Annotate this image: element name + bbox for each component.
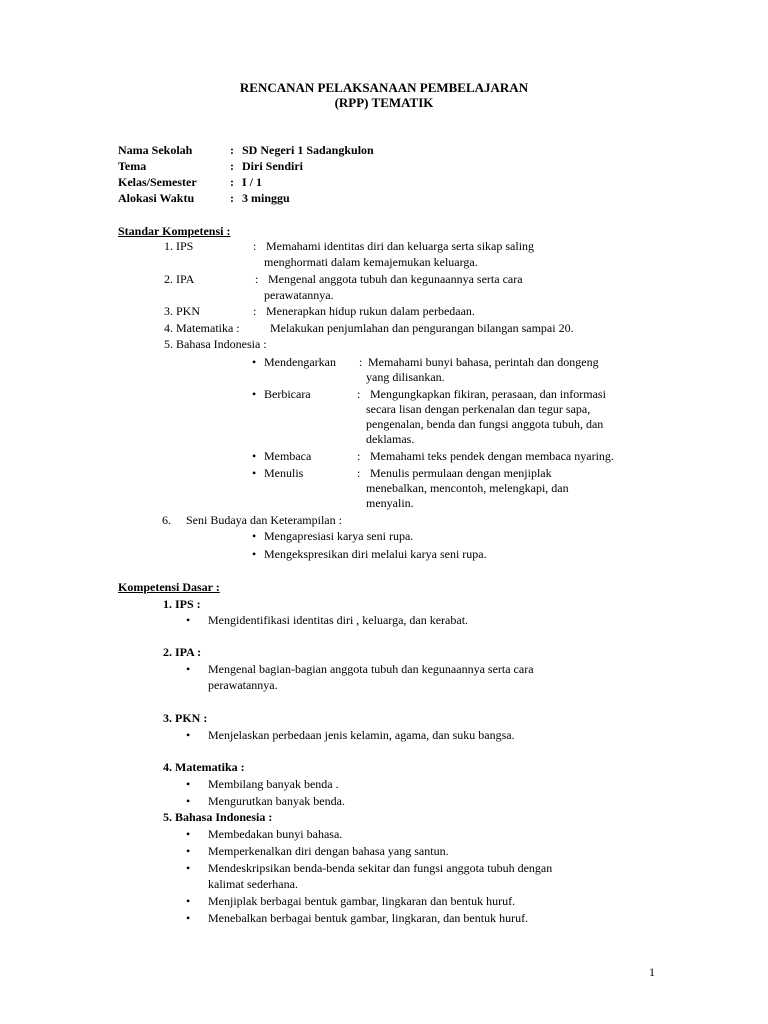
dasar-text: Menjiplak berbagai bentuk gambar, lingkaran dan bentuk huruf.	[208, 894, 516, 908]
bullet-icon: •	[252, 355, 257, 369]
seni-text: Mengekspresikan diri melalui karya seni rupa.	[264, 547, 487, 561]
sk-item-num: 3. PKN	[164, 304, 201, 318]
bullet-icon: •	[252, 529, 257, 543]
identity-label: Nama Sekolah	[118, 143, 193, 157]
bullet-icon: •	[186, 794, 191, 808]
dasar-text: Memperkenalkan diri dengan bahasa yang santun.	[208, 844, 449, 858]
bahasa-text: yang dilisankan.	[366, 370, 445, 384]
doc-title-line1: RENCANAN PELAKSANAAN PEMBELAJARAN	[239, 80, 529, 95]
bahasa-text: Menulis permulaan dengan menjiplak	[370, 466, 552, 480]
bahasa-sep: :	[357, 387, 361, 401]
bullet-icon: •	[186, 662, 191, 676]
sk-item-sep: :	[253, 239, 257, 253]
bullet-icon: •	[252, 466, 257, 480]
dasar-group-title: 4. Matematika :	[163, 760, 245, 774]
dasar-text: Mendeskripsikan benda-benda sekitar dan fungsi anggota tubuh dengan	[208, 861, 553, 875]
identity-value: Diri Sendiri	[242, 159, 304, 173]
sk-item-text: Melakukan penjumlahan dan pengurangan bilangan sampai 20.	[270, 321, 574, 335]
standar-heading: Standar Kompetensi :	[118, 224, 231, 238]
dasar-text: Mengenal bagian-bagian anggota tubuh dan kegunaannya serta cara	[208, 662, 534, 676]
page-number: 1	[649, 965, 655, 979]
bahasa-sep: :	[357, 449, 361, 463]
bahasa-text: deklamas.	[366, 432, 415, 446]
bahasa-label: Berbicara	[264, 387, 311, 401]
bullet-icon: •	[252, 387, 257, 401]
dasar-text: kalimat sederhana.	[208, 877, 298, 891]
bullet-icon: •	[186, 777, 191, 791]
identity-value: 3 minggu	[242, 191, 290, 205]
sk-item-text: menghormati dalam kemajemukan keluarga.	[264, 255, 478, 269]
bahasa-sep: :	[359, 355, 363, 369]
sk-item-text: Menerapkan hidup rukun dalam perbedaan.	[266, 304, 475, 318]
sk-item-num: 6.	[162, 513, 171, 527]
sk-item-text: perawatannya.	[264, 288, 334, 302]
identity-value: I / 1	[242, 175, 263, 189]
dasar-text: Mengidentifikasi identitas diri , keluarga, dan kerabat.	[208, 613, 469, 627]
bullet-icon: •	[186, 894, 191, 908]
dasar-text: Membedakan bunyi bahasa.	[208, 827, 343, 841]
bahasa-label: Membaca	[264, 449, 312, 463]
sk-item-sep: :	[255, 272, 259, 286]
bullet-icon: •	[186, 844, 191, 858]
bullet-icon: •	[252, 449, 257, 463]
bahasa-text: pengenalan, benda dan fungsi anggota tubuh, dan	[366, 417, 604, 431]
dasar-group-title: 1. IPS :	[163, 597, 201, 611]
bullet-icon: •	[252, 547, 257, 561]
dasar-group-title: 3. PKN :	[163, 711, 208, 725]
identity-label: Kelas/Semester	[118, 175, 197, 189]
sk-item-text: Mengenal anggota tubuh dan kegunaannya serta cara	[268, 272, 523, 286]
doc-title-line2: (RPP) TEMATIK	[334, 95, 434, 110]
bullet-icon: •	[186, 861, 191, 875]
bahasa-text: secara lisan dengan perkenalan dan tegur sapa,	[366, 402, 591, 416]
bahasa-text: Mengungkapkan fikiran, perasaan, dan informasi	[370, 387, 606, 401]
sk-item-num: 5. Bahasa Indonesia :	[164, 337, 267, 351]
sk-item-text: Memahami identitas diri dan keluarga serta sikap saling	[266, 239, 535, 253]
sk-item-num: 2. IPA	[164, 272, 195, 286]
bahasa-text: menebalkan, mencontoh, melengkapi, dan	[366, 481, 569, 495]
dasar-group-title: 2. IPA :	[163, 645, 202, 659]
bullet-icon: •	[186, 613, 191, 627]
bahasa-text: menyalin.	[366, 496, 414, 510]
dasar-group-title: 5. Bahasa Indonesia :	[163, 810, 273, 824]
sk-item-num: 1. IPS	[164, 239, 194, 253]
sk-item-num: 4. Matematika :	[164, 321, 240, 335]
bullet-icon: •	[186, 827, 191, 841]
bahasa-text: Memahami teks pendek dengan membaca nyaring.	[370, 449, 614, 463]
dasar-text: Menebalkan berbagai bentuk gambar, lingkaran, dan bentuk huruf.	[208, 911, 529, 925]
seni-label: Seni Budaya dan Keterampilan :	[186, 513, 342, 527]
identity-sep: :	[230, 175, 234, 189]
bahasa-label: Mendengarkan	[264, 355, 336, 369]
dasar-heading: Kompetensi Dasar :	[118, 580, 220, 594]
identity-sep: :	[230, 159, 234, 173]
dasar-text: Menjelaskan perbedaan jenis kelamin, agama, dan suku bangsa.	[208, 728, 515, 742]
dasar-text: Mengurutkan banyak benda.	[208, 794, 345, 808]
seni-text: Mengapresiasi karya seni rupa.	[264, 529, 414, 543]
identity-label: Tema	[118, 159, 147, 173]
bahasa-sep: :	[357, 466, 361, 480]
dasar-text: perawatannya.	[208, 678, 278, 692]
bullet-icon: •	[186, 728, 191, 742]
bahasa-text: Memahami bunyi bahasa, perintah dan dongeng	[368, 355, 599, 369]
dasar-text: Membilang banyak benda .	[208, 777, 339, 791]
identity-label: Alokasi Waktu	[118, 191, 195, 205]
sk-item-sep: :	[253, 304, 257, 318]
identity-sep: :	[230, 143, 234, 157]
identity-value: SD Negeri 1 Sadangkulon	[242, 143, 374, 157]
bullet-icon: •	[186, 911, 191, 925]
identity-sep: :	[230, 191, 234, 205]
bahasa-label: Menulis	[264, 466, 304, 480]
